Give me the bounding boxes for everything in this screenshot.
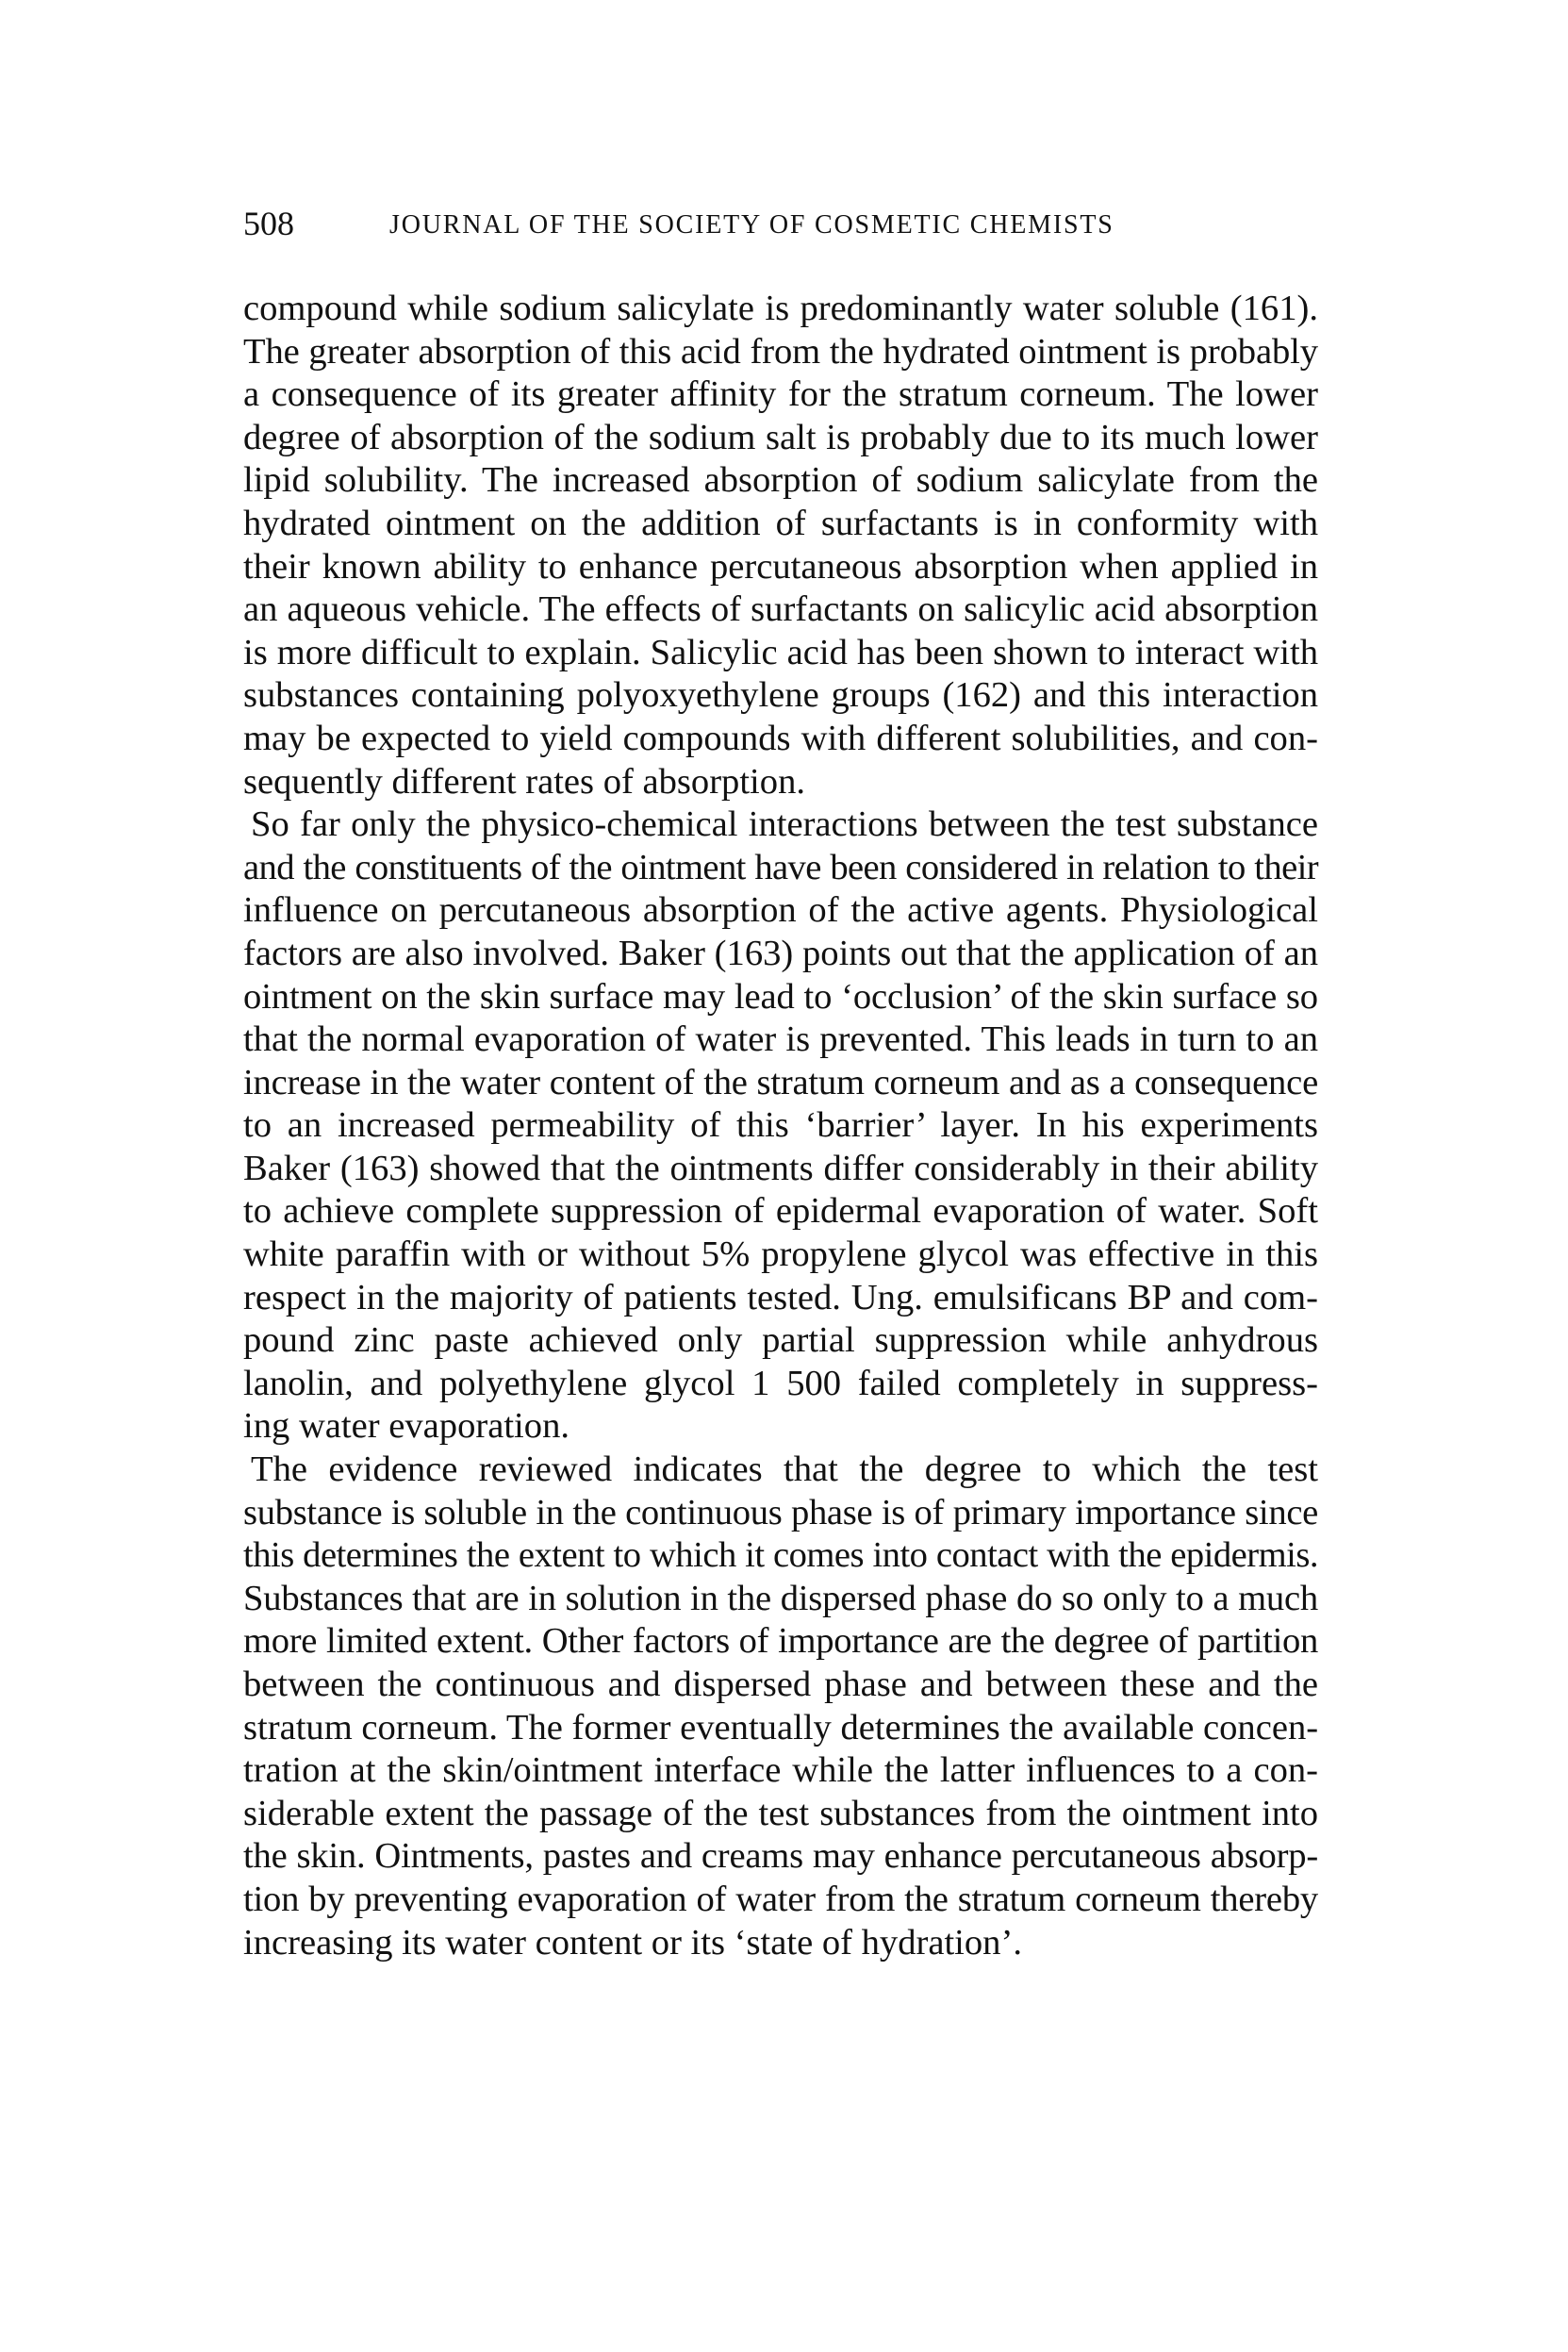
text-line: pound zinc paste achieved only partial suppression while anhydrous (243, 1320, 1318, 1361)
paragraph-1 (243, 288, 1318, 803)
text-line: is more difficult to explain. Salicylic acid has been shown to interact with (243, 632, 1318, 672)
text-line: lanolin, and polyethylene glycol 1 500 failed completely in suppress- (243, 1363, 1318, 1403)
text-line: Baker (163) showed that the ointments differ considerably in their ability (243, 1148, 1318, 1188)
text-line: substances containing polyoxyethylene groups (162) and this interaction (243, 675, 1318, 716)
text-line: may be expected to yield compounds with different solubilities, and con- (243, 718, 1318, 758)
text-line: ointment on the skin surface may lead to ‘occlusion’ of the skin surface so (243, 976, 1318, 1017)
body-text (243, 288, 1318, 1964)
text-line: the skin. Ointments, pastes and creams may enhance percutaneous absorp- (243, 1836, 1318, 1877)
text-line: white paraffin with or without 5% propylene glycol was effective in this (243, 1234, 1318, 1275)
text-line: to an increased permeability of this ‘barrier’ layer. In his experiments (243, 1105, 1318, 1146)
text-line: increasing its water content or its ‘state of hydration’. (243, 1922, 1022, 1963)
text-line: an aqueous vehicle. The effects of surfactants on salicylic acid absorption (243, 589, 1318, 630)
text-line: So far only the physico-chemical interactions between the test substance (251, 804, 1318, 845)
text-line: sequently different rates of absorption. (243, 761, 806, 802)
text-line: to achieve complete suppression of epidermal evaporation of water. Soft (243, 1191, 1318, 1232)
paragraph-3 (243, 1449, 1318, 1964)
text-line: The evidence reviewed indicates that the degree to which the test (251, 1449, 1318, 1490)
text-line: tion by preventing evaporation of water from the stratum corneum thereby (243, 1879, 1318, 1919)
text-line: The greater absorption of this acid from the hydrated ointment is probably (243, 331, 1318, 372)
text-line: more limited extent. Other factors of importance are the degree of partition (243, 1621, 1318, 1662)
text-line: this determines the extent to which it comes into contact with the epidermis. (243, 1535, 1318, 1576)
text-line: stratum corneum. The former eventually determines the available concen- (243, 1707, 1319, 1747)
page-header (243, 200, 1318, 247)
text-line: a consequence of its greater affinity for the stratum corneum. The lower (243, 374, 1318, 415)
text-line: substance is soluble in the continuous phase is of primary importance since (243, 1492, 1318, 1532)
text-line: degree of absorption of the sodium salt is probably due to its much lower (243, 417, 1318, 457)
text-line: siderable extent the passage of the test substances from the ointment into (243, 1793, 1318, 1833)
text-line: respect in the majority of patients tested. Ung. emulsificans BP and com- (243, 1277, 1318, 1317)
running-head: JOURNAL OF THE SOCIETY OF COSMETIC CHEMISTS (389, 210, 1114, 240)
paragraph-2 (243, 803, 1318, 1449)
text-line: ing water evaporation. (243, 1406, 569, 1447)
text-line: factors are also involved. Baker (163) points out that the application of an (243, 933, 1318, 973)
text-line: lipid solubility. The increased absorption of sodium salicylate from the (243, 460, 1318, 501)
page-number: 508 (243, 205, 294, 242)
text-line: hydrated ointment on the addition of surfactants is in conformity with (243, 503, 1318, 543)
text-line: compound while sodium salicylate is predominantly water soluble (161). (243, 289, 1318, 328)
text-line: influence on percutaneous absorption of the active agents. Physiological (243, 890, 1318, 931)
text-line: increase in the water content of the stratum corneum and as a consequence (243, 1062, 1318, 1102)
text-line: and the constituents of the ointment have been considered in relation to their (243, 847, 1318, 887)
text-line: between the continuous and dispersed phase and between these and the (243, 1665, 1318, 1704)
text-line: Substances that are in solution in the dispersed phase do so only to a much (243, 1578, 1318, 1618)
text-line: tration at the skin/ointment interface while the latter influences to a con- (243, 1750, 1318, 1791)
text-line: that the normal evaporation of water is prevented. This leads in turn to an (243, 1019, 1318, 1060)
text-line: their known ability to enhance percutaneous absorption when applied in (243, 546, 1318, 587)
